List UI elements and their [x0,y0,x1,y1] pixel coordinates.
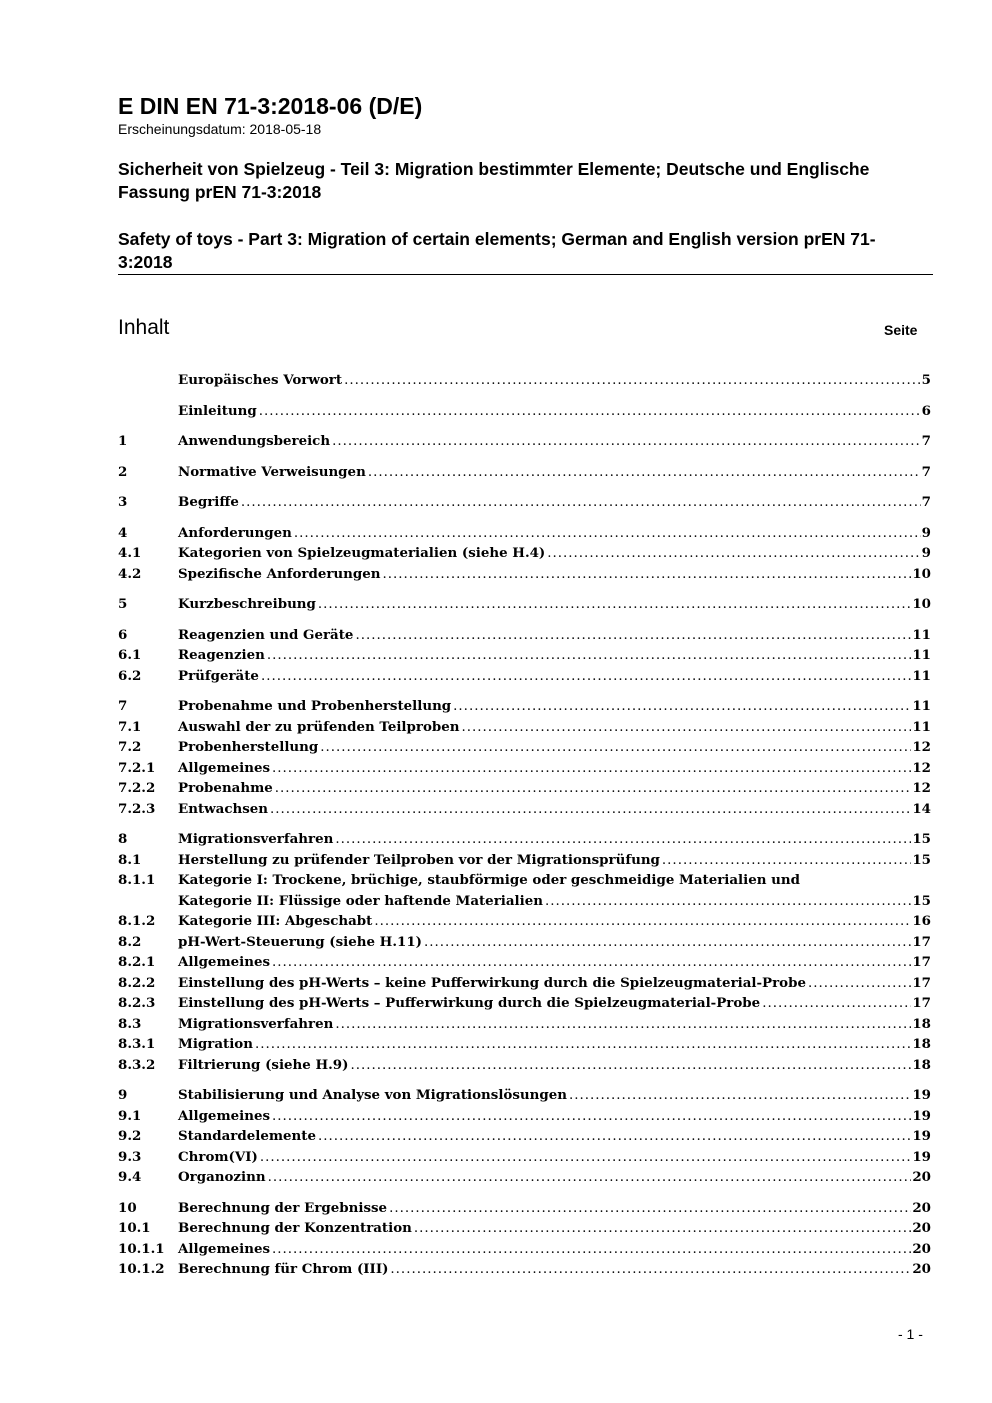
toc-dot-leader [318,595,911,616]
toc-entry-page: 11 [912,647,931,663]
toc-entry-number: 8.1 [118,851,142,868]
toc-entry-label: Filtrierung (siehe H.9) [178,1056,349,1073]
toc-entry-page: 17 [912,933,931,950]
toc-entry-text [178,1055,931,1077]
toc-entry-page: 12 [912,759,931,776]
toc-entry-page: 15 [912,831,931,847]
toc-dot-leader [569,1086,911,1107]
toc-entry[interactable] [118,1198,931,1219]
toc-entry-continuation[interactable] [118,891,931,912]
toc-entry-number: 7.2 [118,739,142,755]
toc-dot-leader [350,1056,911,1077]
toc-entry-number: 8.1.1 [118,872,156,888]
toc-dot-leader [389,1199,911,1220]
toc-entry-label: Europäisches Vorwort [178,372,343,388]
toc-dot-leader [383,565,912,586]
toc-entry-page: 15 [912,892,931,909]
toc-dot-leader [318,1127,911,1148]
toc-entry-label: Kategorie III: Abgeschabt [178,913,373,929]
toc-entry[interactable] [118,645,931,666]
toc-entry[interactable] [118,737,931,758]
toc-entry-page: 17 [912,974,931,991]
toc-entry-page: 10 [912,596,931,612]
toc-entry-label: Probenahme [178,780,273,796]
toc-entry-number: 7.2.1 [118,759,156,776]
toc-dot-leader [453,697,911,718]
toc-entry-number: 8.1.2 [118,913,156,929]
toc-entry-page: 11 [912,718,931,735]
toc-entry[interactable] [118,799,931,820]
toc-dot-leader [808,974,911,995]
toc-entry[interactable] [118,1106,931,1127]
toc-entry-page: 10 [912,565,931,582]
toc-entry-text [178,1259,931,1281]
toc-entry-text [178,564,931,586]
toc-entry-label: Allgemeines [178,1107,271,1124]
toc-entry[interactable] [118,1239,931,1260]
toc-entry[interactable] [118,870,931,891]
toc-entry-page: 20 [912,1261,931,1277]
toc-page-column-label: Seite [884,322,918,338]
toc-entry-number: 6.2 [118,667,142,684]
toc-entry-page: 20 [912,1220,931,1236]
toc-entry-number: 7 [118,698,128,714]
toc-entry-text [178,1034,931,1056]
toc-entry-label: Kategorie I: Trockene, brüchige, staubförmige oder geschmeidige Materialien und [178,872,800,888]
toc-entry-label: Einstellung des pH-Werts – keine Pufferwirkung durch die Spielzeugmaterial-Probe [178,974,806,991]
toc-entry[interactable] [118,492,931,513]
toc-entry-page: 20 [912,1240,931,1257]
toc-entry-page: 11 [912,626,931,643]
document-id: E DIN EN 71-3:2018-06 (D/E) [118,93,423,119]
toc-entry-number: 8.3.2 [118,1056,156,1073]
toc-dot-leader [462,718,912,739]
toc-entry-number: 3 [118,494,128,510]
toc-entry-text [178,829,931,851]
toc-entry[interactable] [118,850,931,871]
toc-entry-page: 11 [912,667,931,684]
toc-entry-page: 6 [921,402,931,419]
toc-entry-text [178,1218,931,1240]
toc-entry-label: Kurzbeschreibung [178,596,316,612]
toc-entry-label: Chrom(VI) [178,1148,258,1165]
toc-dot-leader [268,1168,912,1189]
toc-dot-leader [662,851,911,872]
toc-entry-label: Kategorien von Spielzeugmaterialien (siehe H.4) [178,545,546,561]
toc-entry-text [178,799,931,821]
toc-entry[interactable] [118,1147,931,1168]
toc-entry-label: Prüfgeräte [178,667,259,684]
toc-entry-label: Herstellung zu prüfender Teilproben vor der Migrationsprüfung [178,851,660,868]
title-german: Sicherheit von Spielzeug - Teil 3: Migration bestimmter Elemente; Deutsche und Englische Fassung prEN 71-3:2018 [118,159,870,202]
toc-entry-page: 7 [921,433,931,449]
toc-entry-label: Entwachsen [178,800,269,817]
toc-entry-number: 7.2.3 [118,800,156,817]
toc-entry-label: Stabilisierung und Analyse von Migrationslösungen [178,1087,567,1103]
toc-dot-leader [414,1219,912,1240]
toc-entry-label: Allgemeines [178,1240,271,1257]
toc-entry[interactable] [118,564,931,585]
toc-entry-page: 14 [912,800,931,817]
toc-entry-page: 9 [921,524,931,541]
toc-entry-number: 8.2 [118,933,142,950]
toc-entry-text [178,1014,931,1036]
toc-entry-page: 17 [912,954,931,970]
toc-entry-text [178,1198,931,1220]
toc-entry[interactable] [118,1014,931,1035]
toc-entry-label: Probenherstellung [178,739,319,755]
toc-entry-page: 9 [921,545,931,561]
toc-entry-page: 7 [921,494,931,510]
toc-entry-label: Auswahl der zu prüfenden Teilproben [178,718,460,735]
toc-entry-text [178,1167,931,1189]
toc-dot-leader [320,738,911,759]
toc-entry-page: 19 [912,1087,931,1103]
toc-entry[interactable] [118,625,931,646]
toc-entry-label: Normative Verweisungen [178,463,366,480]
toc-dot-leader [260,1148,911,1169]
toc-entry[interactable] [118,462,931,483]
toc-entry-label: Migrationsverfahren [178,1015,334,1032]
toc-dot-leader [272,1240,911,1261]
toc-entry-label: Probenahme und Probenherstellung [178,698,452,714]
toc-entry-page: 19 [912,1107,931,1124]
toc-entry-text [178,523,931,545]
toc-entry-page: 19 [912,1148,931,1165]
toc-entry-text [178,973,931,995]
toc-entry-text [178,758,931,780]
toc-entry-number: 6.1 [118,647,142,663]
toc-entry[interactable] [118,1034,931,1055]
toc-entry-label: Reagenzien [178,647,265,663]
toc-entry-text [178,850,931,872]
toc-entry-text [178,696,931,718]
toc-entry-label: Migrationsverfahren [178,831,334,847]
toc-entry-page: 18 [912,1036,931,1052]
toc-entry-number: 8.2.3 [118,995,156,1011]
toc-dot-leader [374,912,911,933]
toc-entry[interactable] [118,1259,931,1280]
toc-entry[interactable] [118,431,931,452]
toc-entry-text [178,993,931,1015]
toc-entry[interactable] [118,401,931,422]
toc-entry-label: Kategorie II: Flüssige oder haftende Materialien [178,892,543,909]
toc-entry-number: 9.3 [118,1148,142,1165]
toc-entry[interactable] [118,523,931,544]
toc-entry-number: 7.2.2 [118,780,156,796]
toc-entry-label: Berechnung für Chrom (III) [178,1261,389,1277]
toc-entry[interactable] [118,696,931,717]
toc-entry-text [178,891,931,913]
toc-entry-text [178,778,931,800]
toc-entry[interactable] [118,1126,931,1147]
toc-entry-number: 9 [118,1087,128,1103]
toc-dot-leader [332,432,921,453]
toc-entry-number: 10.1.2 [118,1261,165,1277]
toc-entry-page: 11 [912,698,931,714]
toc-entry-number: 9.1 [118,1107,142,1124]
toc-entry-text [178,717,931,739]
toc-dot-leader [259,402,921,423]
toc-entry-label: Allgemeines [178,954,271,970]
toc-entry-label: Migration [178,1036,253,1052]
toc-entry-number: 8.3 [118,1015,142,1032]
toc-dot-leader [547,544,920,565]
toc-entry-page: 20 [912,1169,931,1185]
toc-entry-label: Allgemeines [178,759,271,776]
toc-entry-number: 8.2.1 [118,954,156,970]
toc-dot-leader [545,892,911,913]
toc-entry-page: 19 [912,1128,931,1144]
toc-entry-label: Standardelemente [178,1128,316,1144]
toc-entry-page: 15 [912,851,931,868]
toc-dot-leader [424,933,911,954]
toc-entry[interactable] [118,1218,931,1239]
toc-dot-leader [368,463,921,484]
toc-entry-number: 8.3.1 [118,1036,156,1052]
toc-entry-label: Berechnung der Konzentration [178,1220,412,1236]
toc-entry[interactable] [118,911,931,932]
toc-entry-text [178,952,931,974]
toc-entry-text [178,1126,931,1148]
toc-entry[interactable] [118,1055,931,1076]
toc-entry-page: 12 [912,739,931,755]
toc-dot-leader [335,1015,911,1036]
toc-entry-number: 10 [118,1199,137,1216]
toc-entry-text [178,932,931,954]
toc-entry[interactable] [118,666,931,687]
toc-dot-leader [390,1260,911,1281]
toc-entry-page: 20 [912,1199,931,1216]
toc-entry-text [178,1106,931,1128]
toc-entry[interactable] [118,993,931,1014]
toc-entry-text [178,625,931,647]
publication-date: Erscheinungsdatum: 2018-05-18 [118,121,322,137]
toc-entry[interactable] [118,370,931,391]
toc-entry-label: Spezifische Anforderungen [178,565,381,582]
toc-entry-page: 16 [912,913,931,929]
toc-entry-number: 7.1 [118,718,142,735]
toc-entry-page: 7 [921,463,931,480]
toc-entry-number: 9.4 [118,1169,142,1185]
toc-entry-number: 9.2 [118,1128,142,1144]
toc-entry-number: 4.1 [118,545,142,561]
toc-entry-page: 5 [921,372,931,388]
toc-entry[interactable] [118,594,931,615]
toc-entry-number: 1 [118,433,128,449]
toc-entry-text [178,911,931,933]
toc-entry-label: Reagenzien und Geräte [178,626,354,643]
toc-entry-number: 5 [118,596,128,612]
toc-entry-label: pH-Wert-Steuerung (siehe H.11) [178,933,422,950]
toc-dot-leader [294,524,921,545]
toc-dot-leader [355,626,911,647]
toc-entry[interactable] [118,973,931,994]
toc-entry-number: 10.1.1 [118,1240,165,1257]
toc-dot-leader [261,667,911,688]
toc-entry-number: 6 [118,626,128,643]
toc-dot-leader [335,830,911,851]
toc-dot-leader [267,646,911,667]
toc-dot-leader [255,1035,911,1056]
toc-entry-text [178,1239,931,1261]
toc-entry-text [178,666,931,688]
toc-entry-text [178,401,931,423]
toc-dot-leader [275,779,912,800]
toc-entry-number: 4.2 [118,565,142,582]
toc-dot-leader [272,953,911,974]
page-number: - 1 - [898,1326,923,1342]
header-divider [118,274,933,275]
toc-entry-label: Organozinn [178,1169,266,1185]
toc-entry-text [178,543,931,565]
toc-dot-leader [762,994,911,1015]
table-of-contents [118,370,931,1280]
toc-entry[interactable] [118,952,931,973]
toc-entry-label: Anwendungsbereich [178,433,331,449]
toc-dot-leader [344,371,921,392]
toc-entry-label: Einstellung des pH-Werts – Pufferwirkung durch die Spielzeugmaterial-Probe [178,995,761,1011]
toc-entry-label: Berechnung der Ergebnisse [178,1199,388,1216]
toc-entry-text [178,462,931,484]
toc-dot-leader [270,800,911,821]
toc-dot-leader [272,1107,911,1128]
toc-entry-page: 18 [912,1015,931,1032]
toc-entry[interactable] [118,758,931,779]
toc-entry[interactable] [118,1167,931,1188]
toc-entry-label: Anforderungen [178,524,292,541]
toc-entry-text [178,1085,931,1107]
toc-entry-page: 18 [912,1056,931,1073]
toc-entry-label: Begriffe [178,494,239,510]
toc-entry-text [178,645,931,667]
toc-entry-text [178,492,931,514]
toc-dot-leader [272,759,911,780]
toc-entry-number: 8 [118,831,128,847]
toc-entry-number: 8.2.2 [118,974,156,991]
toc-entry-page: 12 [912,780,931,796]
toc-entry-text [178,1147,931,1169]
toc-entry[interactable] [118,543,931,564]
toc-entry[interactable] [118,932,931,953]
toc-entry-text [178,431,931,453]
toc-entry-text [178,594,931,616]
toc-entry-text [178,370,931,392]
toc-dot-leader [241,493,921,514]
toc-entry[interactable] [118,829,931,850]
toc-heading: Inhalt [118,316,170,339]
toc-entry-number: 10.1 [118,1220,151,1236]
toc-entry[interactable] [118,1085,931,1106]
toc-entry-number: 2 [118,463,128,480]
toc-entry-page: 17 [912,995,931,1011]
toc-entry[interactable] [118,778,931,799]
toc-entry[interactable] [118,717,931,738]
toc-entry-number: 4 [118,524,128,541]
toc-entry-text [178,737,931,759]
title-english: Safety of toys - Part 3: Migration of certain elements; German and English version prEN 71-3:2018 [118,229,876,272]
toc-entry-text [178,870,931,891]
toc-entry-label: Einleitung [178,402,257,419]
